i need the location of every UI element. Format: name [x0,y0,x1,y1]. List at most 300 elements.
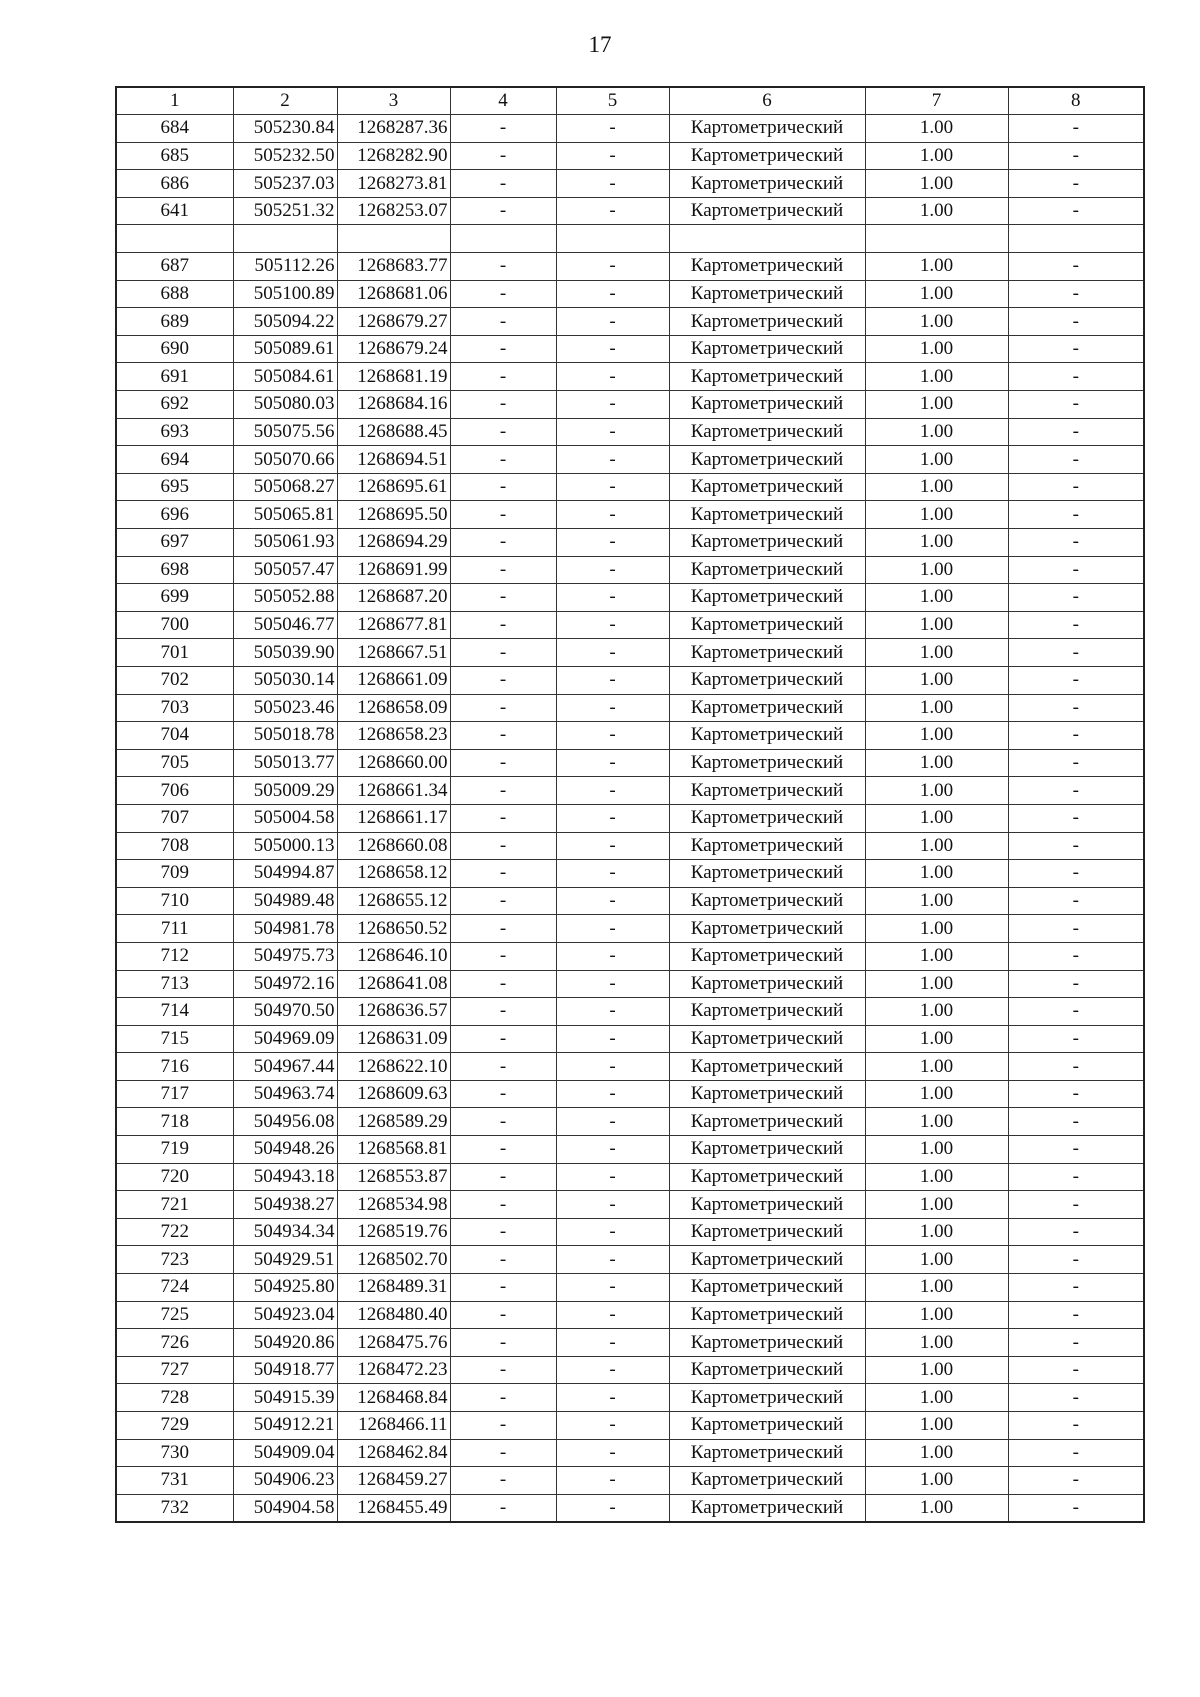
cell-col-4: - [450,722,556,750]
column-header-6: 6 [669,87,865,115]
cell-method: Картометрический [669,1467,865,1495]
cell-col-5: - [556,1439,669,1467]
cell-x-coordinate: 505018.78 [233,722,337,750]
cell-col-8: - [1008,1384,1144,1412]
cell-col-8: - [1008,1329,1144,1357]
cell-col-4: - [450,363,556,391]
cell-col-4: - [450,1163,556,1191]
cell-accuracy: 1.00 [865,556,1008,584]
cell-point-number: 715 [116,1025,233,1053]
cell-x-coordinate: 504920.86 [233,1329,337,1357]
cell-y-coordinate: 1268568.81 [337,1136,450,1164]
cell-point-number: 720 [116,1163,233,1191]
cell-col-4: - [450,446,556,474]
cell-x-coordinate: 504970.50 [233,998,337,1026]
cell-col-5: - [556,170,669,198]
cell-point-number: 718 [116,1108,233,1136]
cell-col-5: - [556,142,669,170]
table-row [116,197,1144,225]
cell-x-coordinate: 504923.04 [233,1301,337,1329]
cell-y-coordinate: 1268636.57 [337,998,450,1026]
cell-col-5: - [556,1053,669,1081]
cell-col-8: - [1008,777,1144,805]
table-row [116,446,1144,474]
cell-x-coordinate: 504909.04 [233,1439,337,1467]
table-body [116,115,1144,1522]
cell-y-coordinate: 1268534.98 [337,1191,450,1219]
cell-col-5: - [556,611,669,639]
cell-col-4: - [450,1329,556,1357]
cell-col-8: - [1008,1218,1144,1246]
cell-point-number: 727 [116,1356,233,1384]
cell-y-coordinate: 1268646.10 [337,942,450,970]
cell-col-4: - [450,308,556,336]
cell-method: Картометрический [669,942,865,970]
cell-point-number: 696 [116,501,233,529]
table-row [116,142,1144,170]
cell-col-4: - [450,887,556,915]
table-row [116,115,1144,143]
cell-method: Картометрический [669,639,865,667]
cell-accuracy: 1.00 [865,1163,1008,1191]
table-row [116,584,1144,612]
cell-x-coordinate: 505061.93 [233,529,337,557]
cell-accuracy: 1.00 [865,998,1008,1026]
cell-x-coordinate: 504943.18 [233,1163,337,1191]
cell-col-5: - [556,363,669,391]
cell-point-number [116,225,233,253]
cell-point-number: 688 [116,280,233,308]
cell-method: Картометрический [669,1246,865,1274]
cell-point-number: 705 [116,749,233,777]
cell-y-coordinate: 1268466.11 [337,1412,450,1440]
cell-col-5: - [556,584,669,612]
cell-col-4: - [450,115,556,143]
cell-col-5: - [556,473,669,501]
cell-accuracy: 1.00 [865,887,1008,915]
cell-y-coordinate: 1268658.09 [337,694,450,722]
cell-accuracy: 1.00 [865,860,1008,888]
cell-col-8: - [1008,1025,1144,1053]
cell-col-5: - [556,1246,669,1274]
cell-col-5: - [556,1163,669,1191]
table-row [116,501,1144,529]
cell-col-5: - [556,1384,669,1412]
cell-accuracy: 1.00 [865,170,1008,198]
cell-method: Картометрический [669,1384,865,1412]
cell-method: Картометрический [669,280,865,308]
cell-point-number: 689 [116,308,233,336]
cell-point-number: 686 [116,170,233,198]
cell-col-8: - [1008,804,1144,832]
cell-col-4: - [450,1467,556,1495]
cell-col-5: - [556,529,669,557]
cell-x-coordinate: 504963.74 [233,1080,337,1108]
cell-point-number: 707 [116,804,233,832]
cell-y-coordinate: 1268502.70 [337,1246,450,1274]
cell-col-4: - [450,1025,556,1053]
cell-point-number: 716 [116,1053,233,1081]
cell-y-coordinate: 1268661.17 [337,804,450,832]
cell-point-number: 698 [116,556,233,584]
table-row [116,860,1144,888]
cell-y-coordinate: 1268273.81 [337,170,450,198]
cell-accuracy: 1.00 [865,970,1008,998]
cell-accuracy: 1.00 [865,1274,1008,1302]
cell-point-number: 724 [116,1274,233,1302]
cell-col-4: - [450,804,556,832]
cell-y-coordinate [337,225,450,253]
cell-accuracy: 1.00 [865,1439,1008,1467]
cell-x-coordinate: 505230.84 [233,115,337,143]
cell-col-5: - [556,1108,669,1136]
cell-x-coordinate: 505023.46 [233,694,337,722]
cell-accuracy: 1.00 [865,501,1008,529]
table-row [116,1163,1144,1191]
cell-point-number: 728 [116,1384,233,1412]
cell-col-8: - [1008,887,1144,915]
cell-col-4: - [450,694,556,722]
table-row [116,473,1144,501]
cell-y-coordinate: 1268589.29 [337,1108,450,1136]
table-row [116,1025,1144,1053]
cell-point-number: 732 [116,1494,233,1522]
cell-x-coordinate: 505070.66 [233,446,337,474]
cell-col-5: - [556,391,669,419]
cell-x-coordinate: 504956.08 [233,1108,337,1136]
cell-accuracy: 1.00 [865,363,1008,391]
cell-col-8: - [1008,556,1144,584]
table-row [116,1053,1144,1081]
cell-col-4: - [450,639,556,667]
cell-point-number: 691 [116,363,233,391]
cell-x-coordinate: 504938.27 [233,1191,337,1219]
table-row [116,363,1144,391]
cell-point-number: 714 [116,998,233,1026]
cell-col-4: - [450,584,556,612]
cell-col-4: - [450,998,556,1026]
table-row [116,225,1144,253]
table-row [116,1356,1144,1384]
cell-col-5: - [556,253,669,281]
cell-col-4: - [450,1218,556,1246]
cell-method: Картометрический [669,1329,865,1357]
cell-method: Картометрический [669,832,865,860]
cell-point-number: 641 [116,197,233,225]
cell-col-8: - [1008,418,1144,446]
cell-method: Картометрический [669,749,865,777]
cell-col-4: - [450,1080,556,1108]
cell-accuracy: 1.00 [865,1494,1008,1522]
cell-col-8: - [1008,1467,1144,1495]
table-row [116,335,1144,363]
cell-x-coordinate: 505100.89 [233,280,337,308]
cell-col-8: - [1008,1163,1144,1191]
cell-col-5: - [556,1467,669,1495]
cell-method: Картометрический [669,473,865,501]
cell-col-4: - [450,666,556,694]
cell-x-coordinate: 504948.26 [233,1136,337,1164]
cell-accuracy: 1.00 [865,1356,1008,1384]
cell-col-4: - [450,170,556,198]
cell-col-4: - [450,942,556,970]
cell-col-8: - [1008,584,1144,612]
cell-col-8: - [1008,501,1144,529]
cell-method: Картометрический [669,666,865,694]
cell-method: Картометрический [669,391,865,419]
table-row [116,749,1144,777]
cell-x-coordinate: 505046.77 [233,611,337,639]
cell-point-number: 731 [116,1467,233,1495]
cell-y-coordinate: 1268679.24 [337,335,450,363]
cell-col-4: - [450,611,556,639]
cell-method: Картометрический [669,970,865,998]
table-row [116,1412,1144,1440]
cell-col-5: - [556,722,669,750]
table-row [116,887,1144,915]
table-row [116,1108,1144,1136]
cell-method: Картометрический [669,115,865,143]
cell-y-coordinate: 1268681.19 [337,363,450,391]
cell-col-4: - [450,280,556,308]
cell-col-4: - [450,1494,556,1522]
cell-method: Картометрический [669,1218,865,1246]
cell-col-8: - [1008,1108,1144,1136]
cell-col-5: - [556,804,669,832]
cell-method: Картометрический [669,1412,865,1440]
table-row [116,611,1144,639]
cell-col-5: - [556,998,669,1026]
cell-method: Картометрический [669,1301,865,1329]
table-row [116,1439,1144,1467]
cell-method: Картометрический [669,253,865,281]
cell-accuracy: 1.00 [865,1384,1008,1412]
cell-point-number: 730 [116,1439,233,1467]
table-row [116,915,1144,943]
cell-method: Картометрический [669,1025,865,1053]
cell-point-number: 712 [116,942,233,970]
cell-y-coordinate: 1268660.08 [337,832,450,860]
cell-col-8: - [1008,1053,1144,1081]
cell-col-4: - [450,832,556,860]
cell-y-coordinate: 1268519.76 [337,1218,450,1246]
cell-col-8: - [1008,1274,1144,1302]
cell-method: Картометрический [669,197,865,225]
cell-method: Картометрический [669,308,865,336]
table-row [116,418,1144,446]
cell-x-coordinate: 505065.81 [233,501,337,529]
cell-col-8: - [1008,308,1144,336]
cell-col-8: - [1008,722,1144,750]
cell-col-8: - [1008,666,1144,694]
column-header-2: 2 [233,87,337,115]
table-row [116,942,1144,970]
cell-y-coordinate: 1268695.50 [337,501,450,529]
cell-col-5: - [556,446,669,474]
cell-y-coordinate: 1268667.51 [337,639,450,667]
cell-accuracy: 1.00 [865,611,1008,639]
cell-col-4: - [450,1274,556,1302]
cell-col-4: - [450,1412,556,1440]
cell-accuracy: 1.00 [865,915,1008,943]
cell-y-coordinate: 1268650.52 [337,915,450,943]
cell-x-coordinate: 504925.80 [233,1274,337,1302]
column-header-5: 5 [556,87,669,115]
cell-accuracy: 1.00 [865,1246,1008,1274]
cell-col-5: - [556,1191,669,1219]
cell-accuracy: 1.00 [865,529,1008,557]
cell-col-5: - [556,915,669,943]
cell-col-5: - [556,832,669,860]
cell-x-coordinate: 504994.87 [233,860,337,888]
coordinates-table [115,86,1145,1523]
cell-accuracy: 1.00 [865,1025,1008,1053]
cell-col-5: - [556,860,669,888]
cell-y-coordinate: 1268622.10 [337,1053,450,1081]
cell-col-5: - [556,887,669,915]
cell-method: Картометрический [669,418,865,446]
cell-y-coordinate: 1268684.16 [337,391,450,419]
cell-accuracy: 1.00 [865,777,1008,805]
cell-col-5: - [556,501,669,529]
cell-point-number: 703 [116,694,233,722]
cell-accuracy: 1.00 [865,418,1008,446]
cell-accuracy: 1.00 [865,335,1008,363]
cell-accuracy: 1.00 [865,197,1008,225]
cell-col-5 [556,225,669,253]
cell-col-5: - [556,942,669,970]
cell-accuracy: 1.00 [865,391,1008,419]
cell-col-5: - [556,335,669,363]
table-row [116,280,1144,308]
cell-method: Картометрический [669,1108,865,1136]
cell-col-4: - [450,915,556,943]
cell-method: Картометрический [669,1053,865,1081]
table-row [116,556,1144,584]
cell-col-8 [1008,225,1144,253]
table-row [116,666,1144,694]
cell-point-number: 713 [116,970,233,998]
cell-point-number: 702 [116,666,233,694]
cell-col-8: - [1008,1356,1144,1384]
cell-col-4: - [450,418,556,446]
cell-col-4: - [450,1384,556,1412]
cell-accuracy: 1.00 [865,1412,1008,1440]
cell-col-8: - [1008,1191,1144,1219]
cell-x-coordinate: 504972.16 [233,970,337,998]
cell-col-8: - [1008,1494,1144,1522]
cell-col-8: - [1008,335,1144,363]
table-header-row [116,87,1144,115]
cell-point-number: 695 [116,473,233,501]
cell-method: Картометрический [669,1439,865,1467]
cell-x-coordinate: 504915.39 [233,1384,337,1412]
cell-x-coordinate: 505232.50 [233,142,337,170]
cell-y-coordinate: 1268489.31 [337,1274,450,1302]
cell-col-4: - [450,1439,556,1467]
cell-point-number: 690 [116,335,233,363]
cell-col-4: - [450,335,556,363]
cell-y-coordinate: 1268631.09 [337,1025,450,1053]
cell-x-coordinate: 505009.29 [233,777,337,805]
cell-col-4: - [450,749,556,777]
cell-method: Картометрический [669,529,865,557]
cell-method: Картометрический [669,1080,865,1108]
table-row [116,253,1144,281]
cell-accuracy: 1.00 [865,253,1008,281]
cell-y-coordinate: 1268677.81 [337,611,450,639]
cell-y-coordinate: 1268641.08 [337,970,450,998]
table-row [116,832,1144,860]
table-row [116,170,1144,198]
cell-x-coordinate: 505084.61 [233,363,337,391]
cell-col-4 [450,225,556,253]
cell-method [669,225,865,253]
cell-point-number: 719 [116,1136,233,1164]
cell-x-coordinate: 504969.09 [233,1025,337,1053]
table-row [116,1274,1144,1302]
cell-point-number: 693 [116,418,233,446]
cell-accuracy: 1.00 [865,1080,1008,1108]
cell-y-coordinate: 1268691.99 [337,556,450,584]
cell-col-8: - [1008,1246,1144,1274]
cell-col-8: - [1008,170,1144,198]
cell-point-number: 729 [116,1412,233,1440]
page-number: 17 [588,32,612,57]
cell-accuracy: 1.00 [865,446,1008,474]
cell-col-8: - [1008,1412,1144,1440]
cell-x-coordinate: 504918.77 [233,1356,337,1384]
cell-x-coordinate: 505039.90 [233,639,337,667]
cell-x-coordinate: 505112.26 [233,253,337,281]
cell-y-coordinate: 1268462.84 [337,1439,450,1467]
cell-col-8: - [1008,970,1144,998]
cell-y-coordinate: 1268681.06 [337,280,450,308]
cell-col-8: - [1008,197,1144,225]
cell-col-5: - [556,418,669,446]
cell-method: Картометрический [669,335,865,363]
cell-accuracy: 1.00 [865,666,1008,694]
cell-col-8: - [1008,860,1144,888]
cell-accuracy: 1.00 [865,639,1008,667]
cell-col-8: - [1008,473,1144,501]
table-row [116,308,1144,336]
cell-accuracy: 1.00 [865,308,1008,336]
table-row [116,1218,1144,1246]
cell-col-8: - [1008,639,1144,667]
cell-col-5: - [556,1025,669,1053]
table-row [116,1329,1144,1357]
cell-method: Картометрический [669,1274,865,1302]
cell-col-5: - [556,1136,669,1164]
cell-col-4: - [450,556,556,584]
cell-accuracy: 1.00 [865,832,1008,860]
cell-col-5: - [556,749,669,777]
cell-accuracy: 1.00 [865,804,1008,832]
cell-point-number: 701 [116,639,233,667]
cell-col-5: - [556,1494,669,1522]
cell-y-coordinate: 1268661.34 [337,777,450,805]
cell-x-coordinate: 505080.03 [233,391,337,419]
cell-col-4: - [450,142,556,170]
cell-method: Картометрический [669,142,865,170]
cell-col-8: - [1008,942,1144,970]
cell-col-8: - [1008,1136,1144,1164]
cell-col-5: - [556,556,669,584]
cell-accuracy [865,225,1008,253]
cell-point-number: 722 [116,1218,233,1246]
cell-accuracy: 1.00 [865,1329,1008,1357]
